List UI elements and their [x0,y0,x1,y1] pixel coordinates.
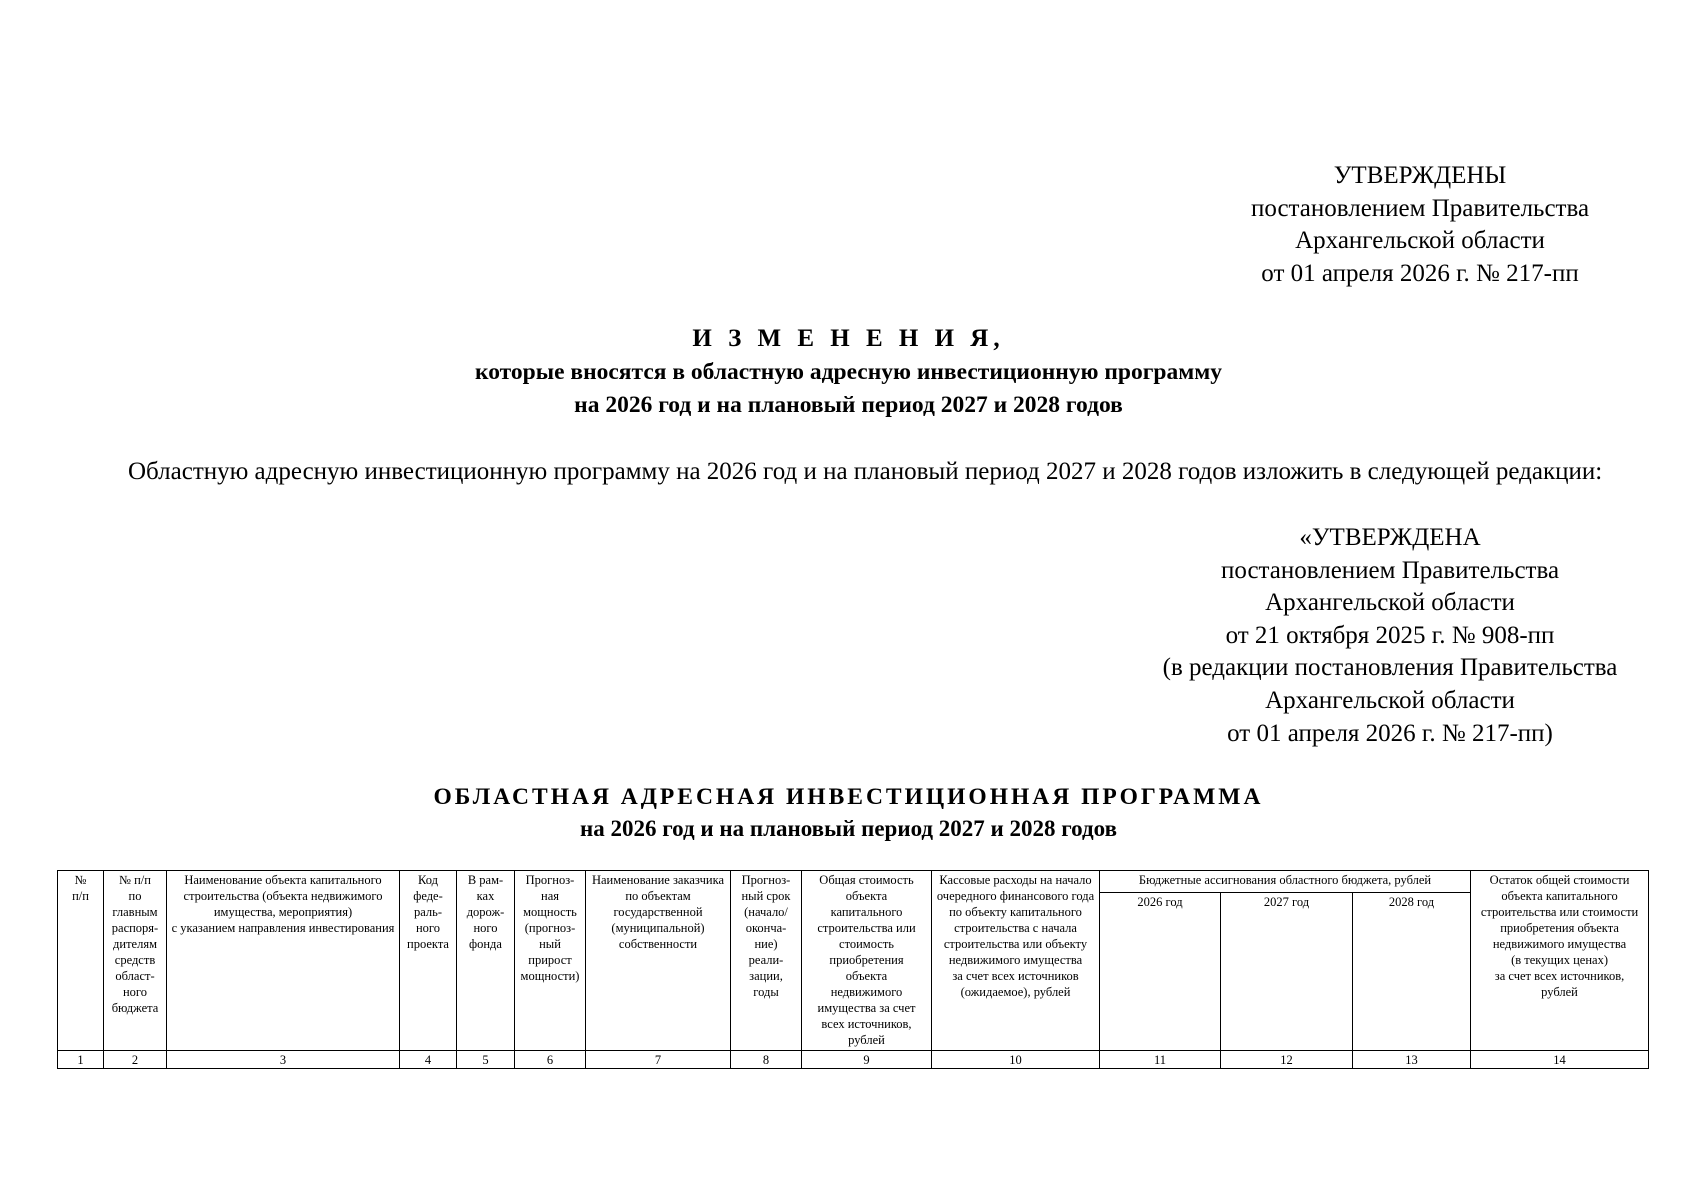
header-cell: № п/п по главным распоря- дителям средств област- ного бюджета [104,871,167,1051]
approval-line: Архангельской области [1295,227,1545,255]
column-number-cell: 9 [802,1051,932,1069]
header-cell: Прогноз- ная мощность (прогноз- ный прирост мощности) [515,871,586,1051]
column-number-cell: 13 [1353,1051,1471,1069]
approval-line: УТВЕРЖДЕНЫ [1333,162,1507,189]
approval-line: постановлением Правительства [1220,556,1560,584]
header-cell: В рам- ках дорож- ного фонда [457,871,515,1051]
approval-line: от 21 октября 2025 г. № 908-пп [1225,621,1555,649]
column-number-cell: 10 [932,1051,1100,1069]
header-cell: № п/п [58,871,104,1051]
table-header-row [58,871,1649,893]
intro-paragraph: Областную адресную инвестиционную программу на 2026 год и на плановый период 2027 и 2028 годов изложить в следующей редакции: [128,458,1603,485]
column-number-cell: 5 [457,1051,515,1069]
column-number-row [58,1051,1649,1069]
column-number-cell: 4 [400,1051,457,1069]
approval-line: Архангельской области [1265,686,1515,714]
approval-line: постановлением Правительства [1250,194,1590,222]
approval-stamp-top [1200,160,1640,290]
column-number-cell: 14 [1471,1051,1649,1069]
header-cell: Наименование заказчика по объектам государственной (муниципальной) собственности [586,871,731,1051]
column-number-cell: 11 [1100,1051,1221,1069]
changes-subtitle-line2: на 2026 год и на плановый период 2027 и 2028 годов [574,392,1123,418]
column-number-cell: 1 [58,1051,104,1069]
header-cell: Кассовые расходы на начало очередного финансового года по объекту капитального строительства с начала строительства или объекту недвижимого имущества за счет всех источников (ожидаемое), рублей [932,871,1100,1051]
approval-line: от 01 апреля 2026 г. № 217-пп) [1227,719,1553,747]
approval-line: «УТВЕРЖДЕНА [1299,524,1481,551]
header-cell-budget-group: Бюджетные ассигнования областного бюджета, рублей [1100,871,1471,893]
header-cell: Остаток общей стоимости объекта капитального строительства или стоимости приобретения объекта недвижимого имущества (в текущих ценах) за счет всех источников, рублей [1471,871,1649,1051]
header-cell: Общая стоимость объекта капитального строительства или стоимость приобретения объекта недвижимого имущества за счет всех источников, рублей [802,871,932,1051]
column-number-cell: 6 [515,1051,586,1069]
column-number-cell: 2 [104,1051,167,1069]
changes-title [0,322,1697,422]
header-cell-year: 2026 год [1100,893,1221,1051]
approval-stamp-program [1110,522,1670,750]
program-title [0,780,1697,844]
approval-line: Архангельской области [1265,589,1515,617]
column-number-cell: 7 [586,1051,731,1069]
column-number-cell: 3 [167,1051,400,1069]
program-heading: ОБЛАСТНАЯ АДРЕСНАЯ ИНВЕСТИЦИОННАЯ ПРОГРАММА [433,784,1264,810]
column-number-cell: 12 [1221,1051,1353,1069]
header-cell: Прогноз- ный срок (начало/ оконча- ние) реали- зации, годы [731,871,802,1051]
header-cell-year: 2027 год [1221,893,1353,1051]
program-table [57,870,1649,1069]
changes-subtitle-line1: которые вносятся в областную адресную инвестиционную программу [475,359,1222,385]
program-subtitle: на 2026 год и на плановый период 2027 и 2028 годов [580,816,1117,841]
header-cell: Код феде- раль- ного проекта [400,871,457,1051]
changes-heading: И З М Е Н Е Н И Я, [692,325,1005,352]
approval-line: от 01 апреля 2026 г. № 217-пп [1261,259,1579,287]
column-number-cell: 8 [731,1051,802,1069]
header-cell-year: 2028 год [1353,893,1471,1051]
approval-line: (в редакции постановления Правительства [1162,654,1618,682]
header-cell: Наименование объекта капитального строительства (объекта недвижимого имущества, мероприятия) с указанием направления инвестирования [167,871,400,1051]
